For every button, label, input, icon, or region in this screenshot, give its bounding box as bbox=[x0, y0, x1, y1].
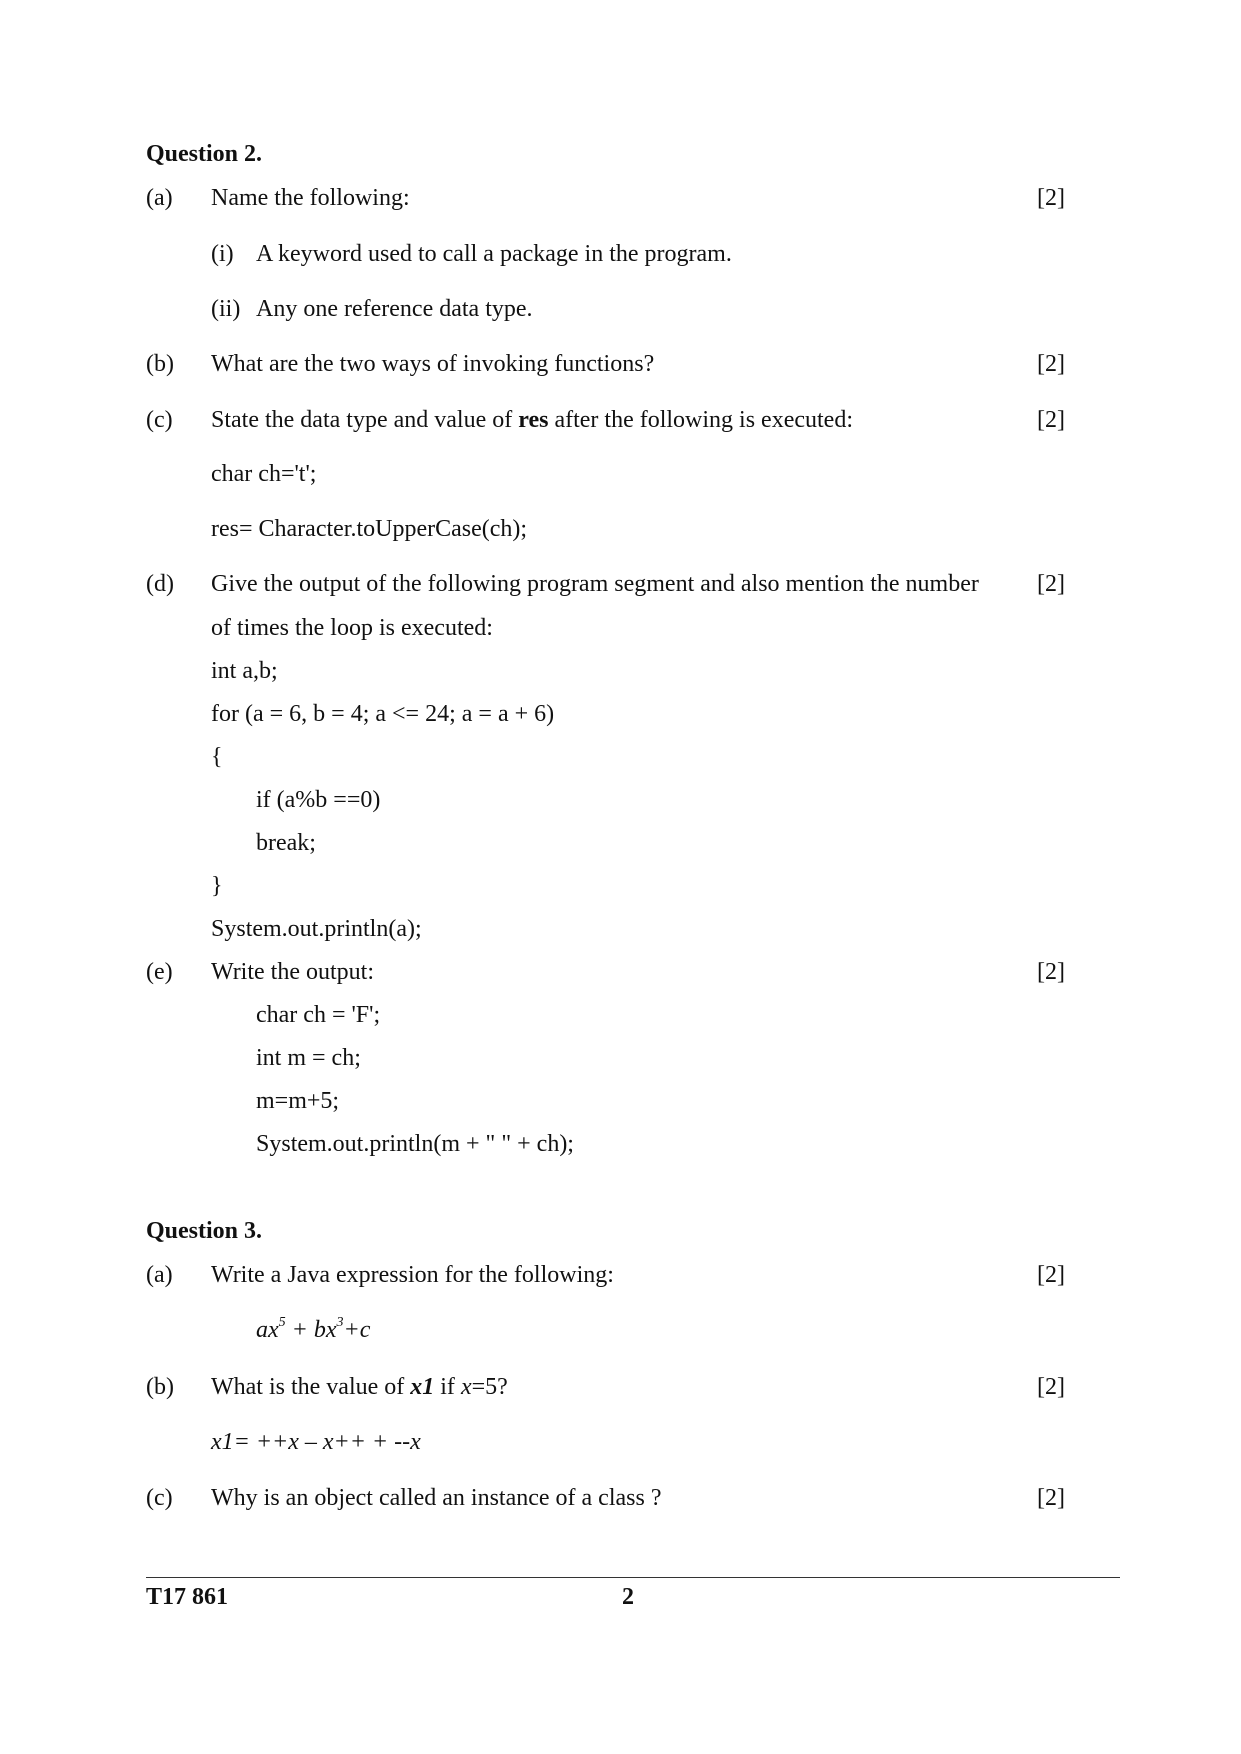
q2b-text: What are the two ways of invoking functions? bbox=[211, 351, 655, 377]
q2a-text: Name the following: bbox=[211, 185, 410, 211]
question-2-title: Question 2. bbox=[146, 141, 263, 167]
q3c-marks: [2] bbox=[1037, 1485, 1065, 1511]
q3a-label: (a) bbox=[146, 1262, 173, 1288]
q2e-code-line: int m = ch; bbox=[256, 1045, 361, 1071]
question-3-title: Question 3. bbox=[146, 1218, 263, 1244]
footer-page-number: 2 bbox=[622, 1584, 634, 1610]
q2c-text-before: State the data type and value of bbox=[211, 407, 519, 433]
q2b-label: (b) bbox=[146, 351, 174, 377]
q2e-text: Write the output: bbox=[211, 959, 374, 985]
q2e-code-line: char ch = 'F'; bbox=[256, 1002, 381, 1028]
q2d-code-line: for (a = 6, b = 4; a <= 24; a = a + 6) bbox=[211, 701, 555, 727]
q2d-code-line: { bbox=[211, 744, 223, 770]
footer-paper-code: T17 861 bbox=[146, 1584, 229, 1610]
q2a-marks: [2] bbox=[1037, 185, 1065, 211]
q2c-res-keyword: res bbox=[518, 407, 549, 433]
q2c-label: (c) bbox=[146, 407, 173, 433]
q2a-i-text: A keyword used to call a package in the program. bbox=[256, 241, 732, 267]
q2d-code-line: int a,b; bbox=[211, 658, 278, 684]
q3b-text: What is the value of x1 if x=5? bbox=[211, 1374, 508, 1400]
q2c-text bbox=[211, 408, 853, 432]
q2c-marks: [2] bbox=[1037, 407, 1065, 433]
q2e-marks: [2] bbox=[1037, 959, 1065, 985]
q2a-label: (a) bbox=[146, 185, 173, 211]
q3c-text: Why is an object called an instance of a class ? bbox=[211, 1485, 662, 1511]
q3b-x1-var: x1 bbox=[410, 1374, 435, 1400]
q2d-text-line: of times the loop is executed: bbox=[211, 615, 493, 641]
q3b-expression: x1= ++x – x++ + --x bbox=[211, 1429, 421, 1455]
q3c-label: (c) bbox=[146, 1485, 173, 1511]
q2d-code-line: System.out.println(a); bbox=[211, 916, 422, 942]
q2a-ii-label: (ii) bbox=[211, 296, 241, 322]
q2d-text-line: Give the output of the following program segment and also mention the number bbox=[211, 571, 979, 597]
q2d-code-line: } bbox=[211, 873, 223, 899]
q2d-label: (d) bbox=[146, 571, 174, 597]
q2c-text-after: after the following is executed: bbox=[548, 407, 853, 433]
q3b-marks: [2] bbox=[1037, 1374, 1065, 1400]
q2c-code-line: char ch='t'; bbox=[211, 461, 317, 487]
q2a-i-label: (i) bbox=[211, 241, 234, 267]
q3a-text: Write a Java expression for the following: bbox=[211, 1262, 614, 1288]
q2c-code-line: res= Character.toUpperCase(ch); bbox=[211, 516, 528, 542]
footer-divider bbox=[146, 1577, 1120, 1578]
q3b-label: (b) bbox=[146, 1374, 174, 1400]
q2e-code-line: System.out.println(m + " " + ch); bbox=[256, 1131, 574, 1157]
q2d-marks: [2] bbox=[1037, 571, 1065, 597]
q3a-marks: [2] bbox=[1037, 1262, 1065, 1288]
q2b-marks: [2] bbox=[1037, 351, 1065, 377]
q2d-code-line: break; bbox=[256, 830, 316, 856]
q2d-code-line: if (a%b ==0) bbox=[256, 787, 381, 813]
q2e-code-line: m=m+5; bbox=[256, 1088, 340, 1114]
q2e-label: (e) bbox=[146, 959, 173, 985]
q3a-expression: $ax^5 + bx^3+c$ bbox=[256, 1315, 371, 1343]
q2a-ii-text: Any one reference data type. bbox=[256, 296, 533, 322]
